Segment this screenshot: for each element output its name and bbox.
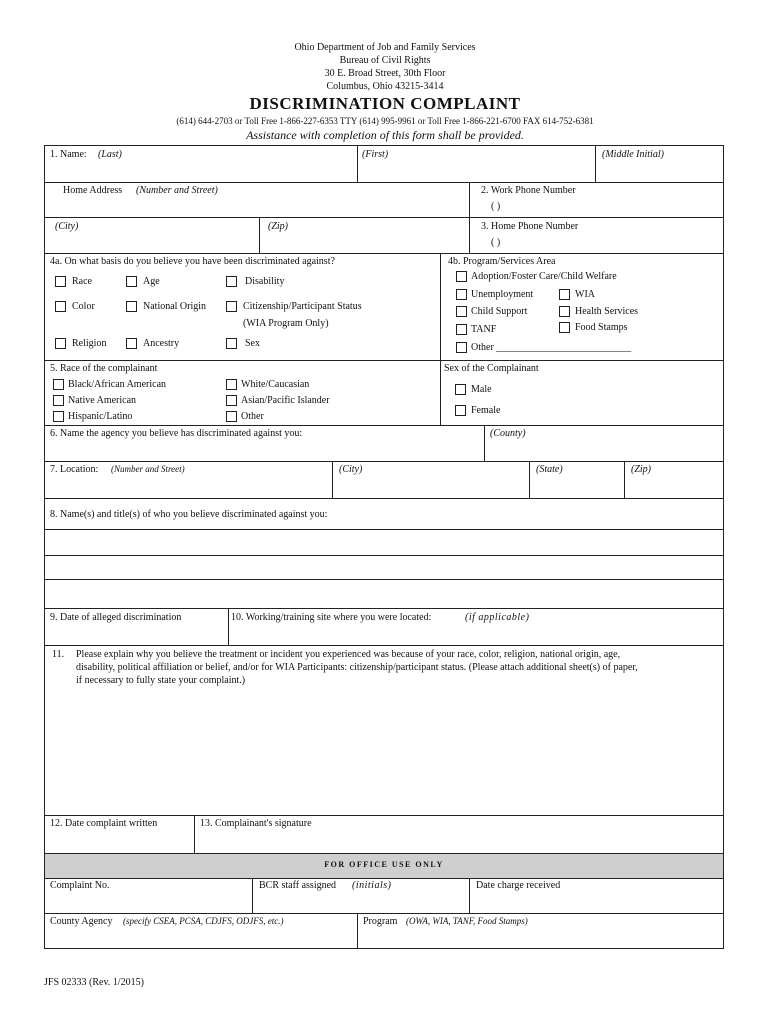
basis-label: 4a. On what basis do you believe you have been discriminated against?: [50, 256, 335, 267]
county-agency-label: County Agency: [50, 916, 113, 927]
home-phone-label: 3. Home Phone Number: [481, 221, 579, 232]
color-checkbox[interactable]: [55, 301, 66, 312]
home-address-label: Home Address: [63, 185, 123, 196]
black-label: Black/African American: [68, 379, 167, 390]
sex-label: Sex of the Complainant: [444, 363, 539, 374]
form-title: DISCRIMINATION COMPLAINT: [249, 94, 521, 113]
bcr-staff-hint: (initials): [352, 880, 392, 891]
location-city-hint: (City): [339, 464, 363, 475]
date-written-label: 12. Date complaint written: [50, 818, 158, 829]
agency-label: 6. Name the agency you believe has discriminated against you:: [50, 428, 303, 439]
wia-label: WIA: [575, 289, 595, 300]
adoption-checkbox[interactable]: [456, 271, 467, 282]
form-number: JFS 02333 (Rev. 1/2015): [44, 977, 144, 988]
name-label: 1. Name:: [50, 149, 87, 160]
location-hint: (Number and Street): [111, 464, 185, 474]
native-checkbox[interactable]: [53, 395, 64, 406]
other-program-label: Other ___________________________: [471, 342, 632, 353]
tanf-checkbox[interactable]: [456, 324, 467, 335]
explain-line-1: Please explain why you believe the treatment or incident you experienced was because of your race, color, religion, national origin, age,: [76, 649, 621, 660]
home-address-hint: (Number and Street): [136, 185, 218, 196]
female-label: Female: [471, 405, 501, 416]
other-program-checkbox[interactable]: [456, 342, 467, 353]
home-phone-area-code: ( ): [491, 237, 501, 248]
black-checkbox[interactable]: [53, 379, 64, 390]
county-agency-hint: (specify CSEA, PCSA, CDJFS, ODJFS, etc.): [123, 916, 284, 926]
ancestry-checkbox[interactable]: [126, 338, 137, 349]
program-office-hint: (OWA, WIA, TANF, Food Stamps): [406, 916, 528, 926]
street-address: 30 E. Broad Street, 30th Floor: [324, 68, 446, 79]
white-label: White/Caucasian: [241, 379, 310, 390]
national-origin-checkbox[interactable]: [126, 301, 137, 312]
site-label: 10. Working/training site where you were located:: [231, 612, 432, 623]
unemployment-checkbox[interactable]: [456, 289, 467, 300]
names-label: 8. Name(s) and title(s) of who you believe discriminated against you:: [50, 509, 328, 520]
citizenship-label: Citizenship/Participant Status: [243, 301, 362, 312]
white-checkbox[interactable]: [226, 379, 237, 390]
other-race-label: Other: [241, 411, 264, 422]
signature-label: 13. Complainant's signature: [200, 818, 312, 829]
race-basis-label: Race: [72, 276, 92, 287]
disability-checkbox[interactable]: [226, 276, 237, 287]
color-label: Color: [72, 301, 95, 312]
race-label: 5. Race of the complainant: [50, 363, 158, 374]
other-race-checkbox[interactable]: [226, 411, 237, 422]
program-office-label: Program: [363, 916, 398, 927]
age-label: Age: [143, 276, 160, 287]
city-address: Columbus, Ohio 43215-3414: [326, 81, 444, 92]
middle-initial-hint: (Middle Initial): [602, 149, 664, 160]
asian-label: Asian/Pacific Islander: [241, 395, 330, 406]
last-name-hint: (Last): [98, 149, 122, 160]
male-label: Male: [471, 384, 492, 395]
male-checkbox[interactable]: [455, 384, 466, 395]
first-name-hint: (First): [362, 149, 389, 160]
religion-label: Religion: [72, 338, 107, 349]
explain-line-2: disability, political affiliation or belief, and/or for WIA Participants: citizenship/participant status. (Please attach additional sheet(s) of paper,: [76, 662, 638, 673]
age-checkbox[interactable]: [126, 276, 137, 287]
sex-basis-label: Sex: [245, 338, 260, 349]
location-label: 7. Location:: [50, 464, 99, 475]
child-support-label: Child Support: [471, 306, 528, 317]
program-label: 4b. Program/Services Area: [448, 256, 556, 267]
agency-name: Ohio Department of Job and Family Services: [294, 42, 476, 53]
location-zip-hint: (Zip): [631, 464, 651, 475]
city-hint: (City): [55, 221, 79, 232]
work-phone-label: 2. Work Phone Number: [481, 185, 576, 196]
explain-number: 11.: [52, 649, 65, 660]
contact-phones: (614) 644-2703 or Toll Free 1-866-227-6353 TTY (614) 995-9961 or Toll Free 1-866-221-6700 FAX 614-752-6381: [176, 116, 594, 126]
health-services-label: Health Services: [575, 306, 639, 317]
female-checkbox[interactable]: [455, 405, 466, 416]
asian-checkbox[interactable]: [226, 395, 237, 406]
disability-label: Disability: [245, 276, 285, 287]
office-use-banner: FOR OFFICE USE ONLY: [324, 860, 444, 869]
bureau-name: Bureau of Civil Rights: [339, 55, 431, 66]
tanf-label: TANF: [471, 324, 497, 335]
county-hint: (County): [490, 428, 526, 439]
zip-hint: (Zip): [268, 221, 288, 232]
hispanic-label: Hispanic/Latino: [68, 411, 133, 422]
complaint-no-label: Complaint No.: [50, 880, 110, 891]
race-basis-checkbox[interactable]: [55, 276, 66, 287]
explain-line-3: if necessary to fully state your complaint.): [76, 675, 246, 686]
ancestry-label: Ancestry: [143, 338, 180, 349]
work-phone-area-code: ( ): [491, 201, 501, 212]
citizenship-checkbox[interactable]: [226, 301, 237, 312]
child-support-checkbox[interactable]: [456, 306, 467, 317]
food-stamps-label: Food Stamps: [575, 322, 628, 333]
native-label: Native American: [68, 395, 137, 406]
date-charge-label: Date charge received: [476, 880, 561, 891]
wia-checkbox[interactable]: [559, 289, 570, 300]
date-alleged-label: 9. Date of alleged discrimination: [50, 612, 182, 623]
national-origin-label: National Origin: [143, 301, 207, 312]
site-hint: (if applicable): [465, 612, 530, 623]
unemployment-label: Unemployment: [471, 289, 534, 300]
wia-only-note: (WIA Program Only): [243, 318, 329, 329]
health-services-checkbox[interactable]: [559, 306, 570, 317]
bcr-staff-label: BCR staff assigned: [259, 880, 337, 891]
sex-basis-checkbox[interactable]: [226, 338, 237, 349]
hispanic-checkbox[interactable]: [53, 411, 64, 422]
location-state-hint: (State): [536, 464, 563, 475]
food-stamps-checkbox[interactable]: [559, 322, 570, 333]
religion-checkbox[interactable]: [55, 338, 66, 349]
assistance-note: Assistance with completion of this form shall be provided.: [246, 128, 524, 142]
adoption-label: Adoption/Foster Care/Child Welfare: [471, 271, 617, 282]
